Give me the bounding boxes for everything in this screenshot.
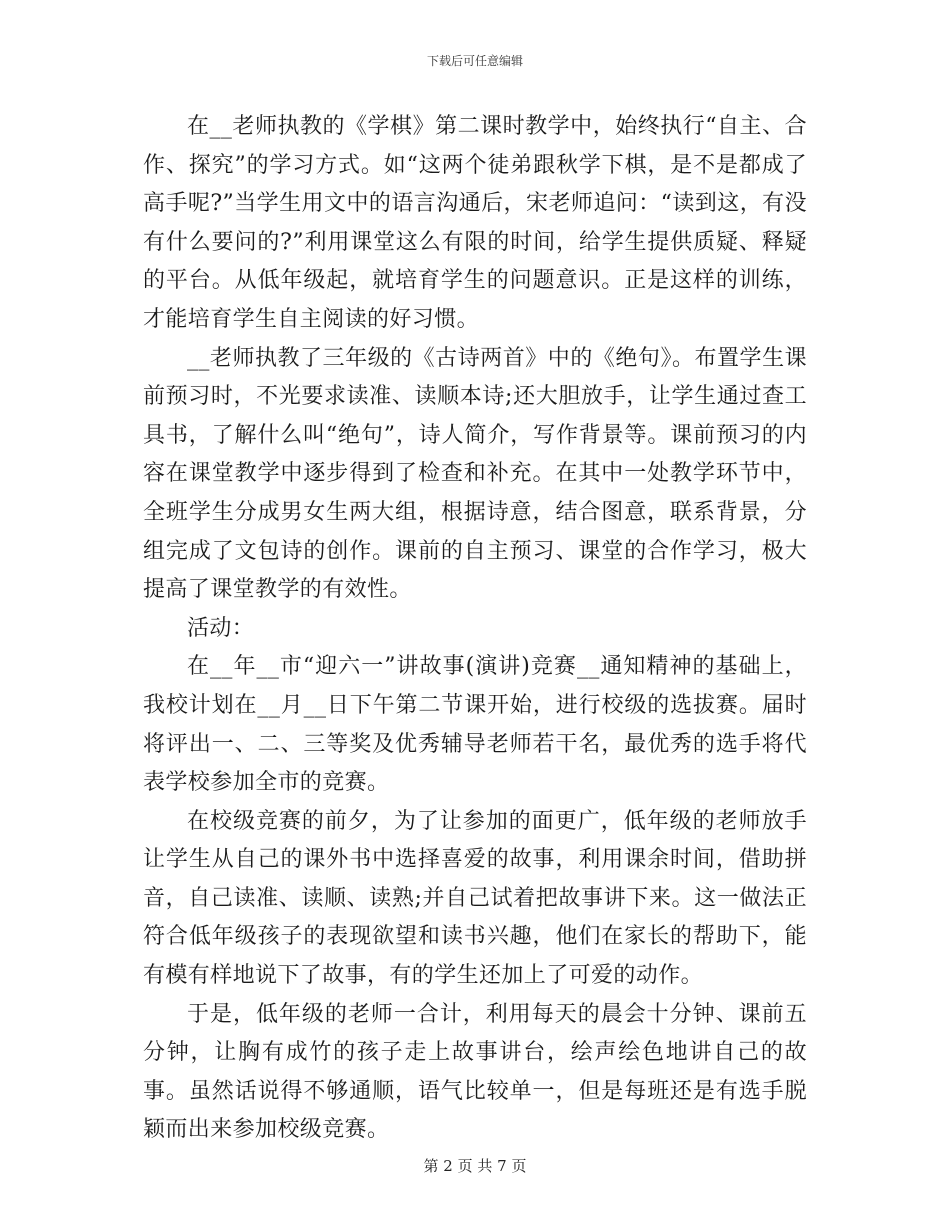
paragraph-2: __老师执教了三年级的《古诗两首》中的《绝句》。布置学生课前预习时，不光要求读准、读顺本诗;还大胆放手，让学生通过查工具书，了解什么叫“绝句”，诗人简介，写作背景等。课前预习的内容在课堂教学中逐步得到了检查和补充。在其中一处教学环节中，全班学生分成男女生两大组，根据诗意，结合图意，联系背景，分组完成了文包诗的创作。课前的自主预习、课堂的合作学习，极大提高了课堂教学的有效性。 bbox=[143, 345, 807, 603]
paragraph-4: 在__年__市“迎六一”讲故事(演讲)竞赛__通知精神的基础上，我校计划在__月__日下午第二节课开始，进行校级的选拔赛。届时将评出一、二、三等奖及优秀辅导老师若干名，最优秀的选手将代表学校参加全市的竞赛。 bbox=[143, 654, 807, 796]
page-footer: 第 2 页 共 7 页 bbox=[423, 1157, 527, 1175]
document-body bbox=[143, 108, 807, 1150]
page-header: 下载后可任意编辑 bbox=[426, 54, 523, 68]
paragraph-5: 在校级竞赛的前夕，为了让参加的面更广，低年级的老师放手让学生从自己的课外书中选择喜爱的故事，利用课余时间，借助拼音，自己读准、读顺、读熟;并自己试着把故事讲下来。这一做法正符合低年级孩子的表现欲望和读书兴趣，他们在家长的帮助下，能有模有样地说下了故事，有的学生还加上了可爱的动作。 bbox=[143, 808, 807, 989]
paragraph-3-heading: 活动： bbox=[187, 615, 255, 641]
paragraph-1: 在__老师执教的《学棋》第二课时教学中，始终执行“自主、合作、探究”的学习方式。如“这两个徒弟跟秋学下棋，是不是都成了高手呢?”当学生用文中的语言沟通后，宋老师追问：“读到这，有没有什么要问的?”利用课堂这么有限的时间，给学生提供质疑、释疑的平台。从低年级起，就培育学生的问题意识。正是这样的训练，才能培育学生自主阅读的好习惯。 bbox=[143, 114, 807, 332]
paragraph-6: 于是，低年级的老师一合计，利用每天的晨会十分钟、课前五分钟，让胸有成竹的孩子走上故事讲台，绘声绘色地讲自己的故事。虽然话说得不够通顺，语气比较单一，但是每班还是有选手脱颖而出来参加校级竞赛。 bbox=[143, 1001, 807, 1143]
